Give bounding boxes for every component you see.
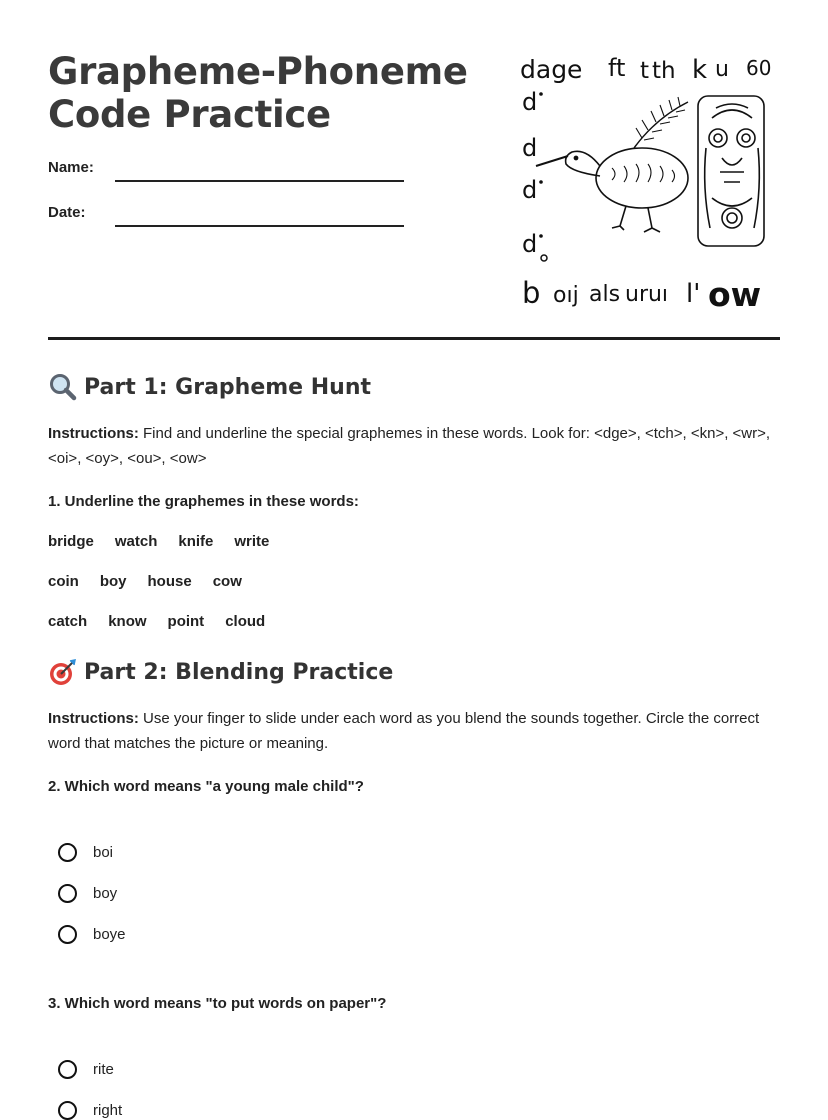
option-label: boy bbox=[93, 885, 118, 902]
page-title bbox=[48, 50, 468, 136]
art-text-b: b bbox=[522, 276, 541, 310]
radio-circle[interactable] bbox=[58, 884, 77, 903]
grapheme-illustration bbox=[516, 48, 780, 316]
word[interactable]: house bbox=[147, 573, 192, 590]
option-rite[interactable] bbox=[58, 1060, 114, 1079]
art-text-als: als bbox=[589, 282, 621, 307]
instructions-label: Instructions: bbox=[48, 710, 139, 727]
word[interactable]: boy bbox=[99, 573, 127, 590]
option-right[interactable] bbox=[58, 1101, 122, 1120]
dot-mark bbox=[539, 180, 543, 184]
part2-heading-text: Part 2: Blending Practice bbox=[84, 659, 394, 685]
title-line-1: Grapheme-Phoneme bbox=[48, 50, 468, 93]
question-3: 3. Which word means "to put words on paper"? bbox=[48, 995, 387, 1012]
art-text-d1: d bbox=[522, 88, 538, 116]
instructions-label: Instructions: bbox=[48, 425, 139, 442]
art-text-oij: oıj bbox=[553, 283, 579, 308]
art-text-d3: d bbox=[522, 176, 538, 204]
option-label: boye bbox=[93, 926, 126, 943]
art-text-u: u bbox=[715, 57, 729, 82]
art-text-k: k bbox=[692, 55, 708, 85]
option-boye[interactable] bbox=[58, 925, 126, 944]
option-label: right bbox=[93, 1102, 123, 1119]
art-text-urui: uruı bbox=[625, 282, 669, 307]
art-text-l: l' bbox=[686, 279, 701, 309]
dot-mark bbox=[539, 92, 543, 96]
part2-heading bbox=[48, 657, 393, 687]
word[interactable]: know bbox=[108, 613, 147, 630]
date-field[interactable] bbox=[115, 225, 404, 227]
art-text-ow: ow bbox=[708, 275, 762, 314]
radio-circle[interactable] bbox=[58, 843, 77, 862]
word-row-2 bbox=[48, 573, 263, 590]
name-field[interactable] bbox=[115, 180, 404, 182]
art-text-d2: d bbox=[522, 134, 538, 162]
part2-instructions bbox=[48, 706, 780, 756]
art-text-th: th bbox=[652, 58, 676, 84]
art-text-ft: ft bbox=[608, 54, 626, 82]
art-text-t: t bbox=[640, 58, 650, 84]
word[interactable]: cloud bbox=[225, 613, 266, 630]
name-label: Name: bbox=[48, 159, 94, 176]
word[interactable]: cow bbox=[212, 573, 242, 590]
part1-instructions bbox=[48, 421, 780, 471]
instructions-text: Find and underline the special graphemes in these words. Look for: <dge>, <tch>, <kn>, <wr>, <oi>, <oy>, <ou>, <ow> bbox=[48, 425, 771, 467]
radio-circle[interactable] bbox=[58, 1060, 77, 1079]
question-2: 2. Which word means "a young male child"? bbox=[48, 778, 364, 795]
question-1: 1. Underline the graphemes in these words: bbox=[48, 493, 359, 510]
word-row-3 bbox=[48, 613, 286, 630]
word[interactable]: knife bbox=[178, 533, 214, 550]
radio-circle[interactable] bbox=[58, 925, 77, 944]
header-divider bbox=[48, 337, 780, 340]
option-boy[interactable] bbox=[58, 884, 117, 903]
date-label: Date: bbox=[48, 204, 86, 221]
ring-mark bbox=[541, 255, 547, 261]
part1-heading-text: Part 1: Grapheme Hunt bbox=[84, 374, 372, 400]
art-text-d4: d bbox=[522, 230, 538, 258]
option-boi[interactable] bbox=[58, 843, 113, 862]
dot-mark bbox=[539, 234, 543, 238]
radio-circle[interactable] bbox=[58, 1101, 77, 1120]
magnifier-icon bbox=[48, 372, 78, 402]
word[interactable]: write bbox=[234, 533, 270, 550]
word[interactable]: bridge bbox=[48, 533, 94, 550]
instructions-text: Use your finger to slide under each word as you blend the sounds together. Circle the correct word that matches the picture or meaning. bbox=[48, 710, 760, 752]
art-text-60: 60 bbox=[746, 56, 772, 80]
word[interactable]: watch bbox=[114, 533, 158, 550]
art-text-dage: dage bbox=[520, 55, 583, 84]
word-row-1 bbox=[48, 533, 290, 550]
title-line-2: Code Practice bbox=[48, 93, 331, 136]
word[interactable]: coin bbox=[48, 573, 79, 590]
target-icon bbox=[48, 657, 78, 687]
word[interactable]: point bbox=[167, 613, 205, 630]
kiwi-bird-picture bbox=[536, 97, 688, 232]
part1-heading bbox=[48, 372, 371, 402]
word[interactable]: catch bbox=[48, 613, 88, 630]
option-label: boi bbox=[93, 844, 114, 861]
carved-totem-picture bbox=[698, 96, 764, 246]
option-label: rite bbox=[93, 1061, 114, 1078]
